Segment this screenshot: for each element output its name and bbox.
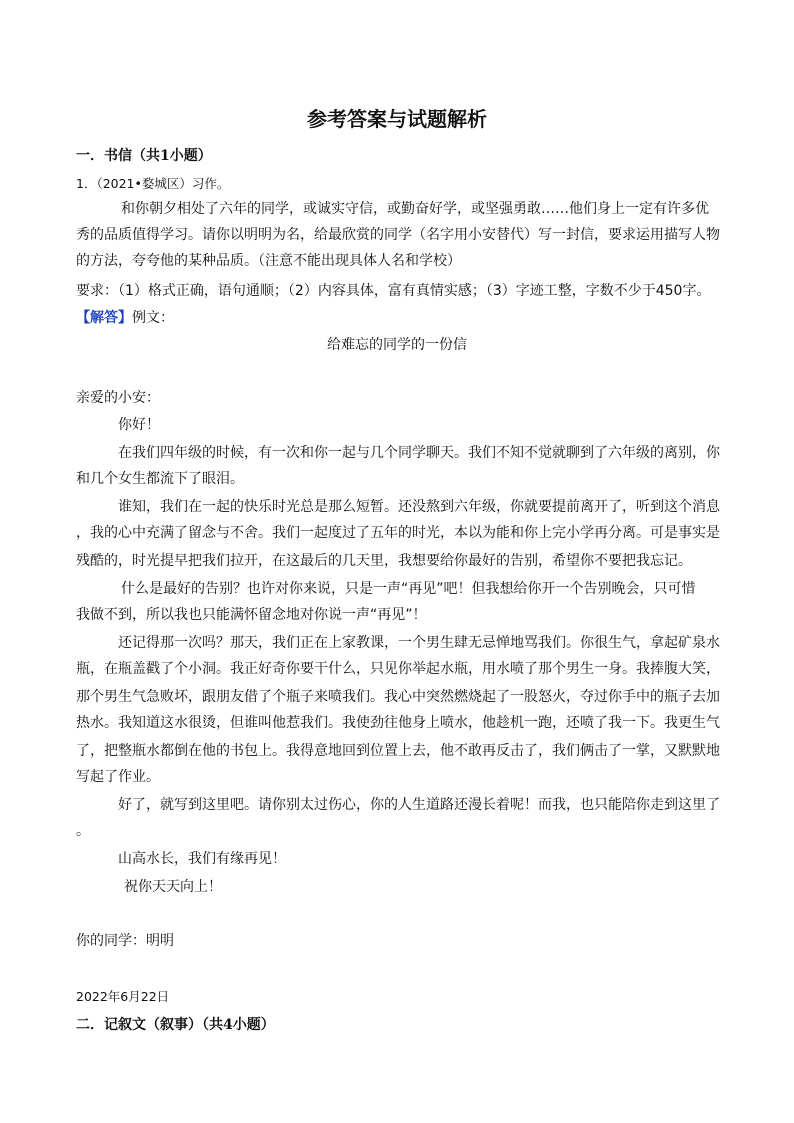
essay-salutation: 亲爱的小安： xyxy=(76,390,160,406)
page-title: 参考答案与试题解析 xyxy=(307,107,487,131)
essay-date: 2022年6月22日 xyxy=(76,989,170,1004)
essay-line: 了，把整瓶水都倒在他的书包上。我得意地回到位置上去，他不敢再反击了，我们俩击了一掌，又默默地 xyxy=(76,743,720,759)
section-heading-letter: 一．书信（共1小题） xyxy=(76,148,212,164)
essay-line: 在我们四年级的时候，有一次和你一起与几个同学聊天。我们不知不觉就聊到了六年级的离别，你 xyxy=(118,445,720,461)
essay-greeting: 你好！ xyxy=(118,417,160,433)
essay-line: 好了，就写到这里吧。请你别太过伤心，你的人生道路还漫长着呢！而我，也只能陪你走到这里了 xyxy=(118,797,720,813)
answer-line xyxy=(76,309,174,327)
essay-line: 热水。我知道这水很烫，但谁叫他惹我们。我使劲往他身上喷水，他趁机一跑，还喷了我一下。我更生气 xyxy=(76,715,720,731)
essay-title: 给难忘的同学的一份信 xyxy=(327,337,467,353)
essay-wish: 祝你天天向上！ xyxy=(124,879,222,895)
essay-line: 写起了作业。 xyxy=(76,769,160,785)
answer-tag: 【解答】 xyxy=(76,310,132,326)
prompt-line: 秀的品质值得学习。请你以明明为名，给最欣赏的同学（名字用小安替代）写一封信，要求运用描写人物 xyxy=(76,227,720,243)
essay-line: 还记得那一次吗？那天，我们正在上家教课，一个男生肆无忌惮地骂我们。你很生气，拿起矿泉水 xyxy=(118,635,720,651)
essay-line: 瓶，在瓶盖戳了个小洞。我正好奇你要干什么，只见你举起水瓶，用水喷了那个男生一身。我捧腹大笑， xyxy=(76,661,720,677)
essay-line: ，我的心中充满了留念与不舍。我们一起度过了五年的时光，本以为能和你上完小学再分离。可是事实是 xyxy=(76,525,720,541)
essay-line: 。 xyxy=(76,823,90,839)
prompt-line: 的方法，夸夸他的某种品质。（注意不能出现具体人名和学校） xyxy=(76,253,461,269)
essay-line: 什么是最好的告别？也许对你来说，只是一声“再见”吧！但我想给你开一个告别晚会，只可惜 xyxy=(121,581,696,597)
essay-line: 那个男生气急败坏，跟朋友借了个瓶子来喷我们。我心中突然燃烧起了一股怒火，夺过你手中的瓶子去加 xyxy=(76,689,720,705)
essay-line: 残酷的，时光提早把我们拉开，在这最后的几天里，我想要给你最好的告别，希望你不要把我忘记。 xyxy=(76,553,692,569)
essay-line: 谁知，我们在一起的快乐时光总是那么短暂。还没熬到六年级，你就要提前离开了，听到这个消息 xyxy=(118,499,720,515)
answer-intro: 例文： xyxy=(132,310,174,326)
requirements-line: 要求：（1）格式正确，语句通顺；（2）内容具体，富有真情实感；（3）字迹工整，字数不少于450字。 xyxy=(76,283,711,299)
essay-closing: 山高水长，我们有缘再见！ xyxy=(118,851,286,867)
question-label: 1．（2021•婺城区）习作。 xyxy=(76,176,230,191)
prompt-line: 和你朝夕相处了六年的同学，或诚实守信，或勤奋好学，或坚强勇敢……他们身上一定有许多优 xyxy=(121,201,709,217)
essay-signature: 你的同学：明明 xyxy=(76,933,174,949)
section-heading-narrative: 二．记叙文（叙事）（共4小题） xyxy=(76,1017,275,1033)
essay-line: 和几个女生都流下了眼泪。 xyxy=(76,471,244,487)
essay-line: 我做不到，所以我也只能满怀留念地对你说一声“再见”！ xyxy=(76,607,427,623)
